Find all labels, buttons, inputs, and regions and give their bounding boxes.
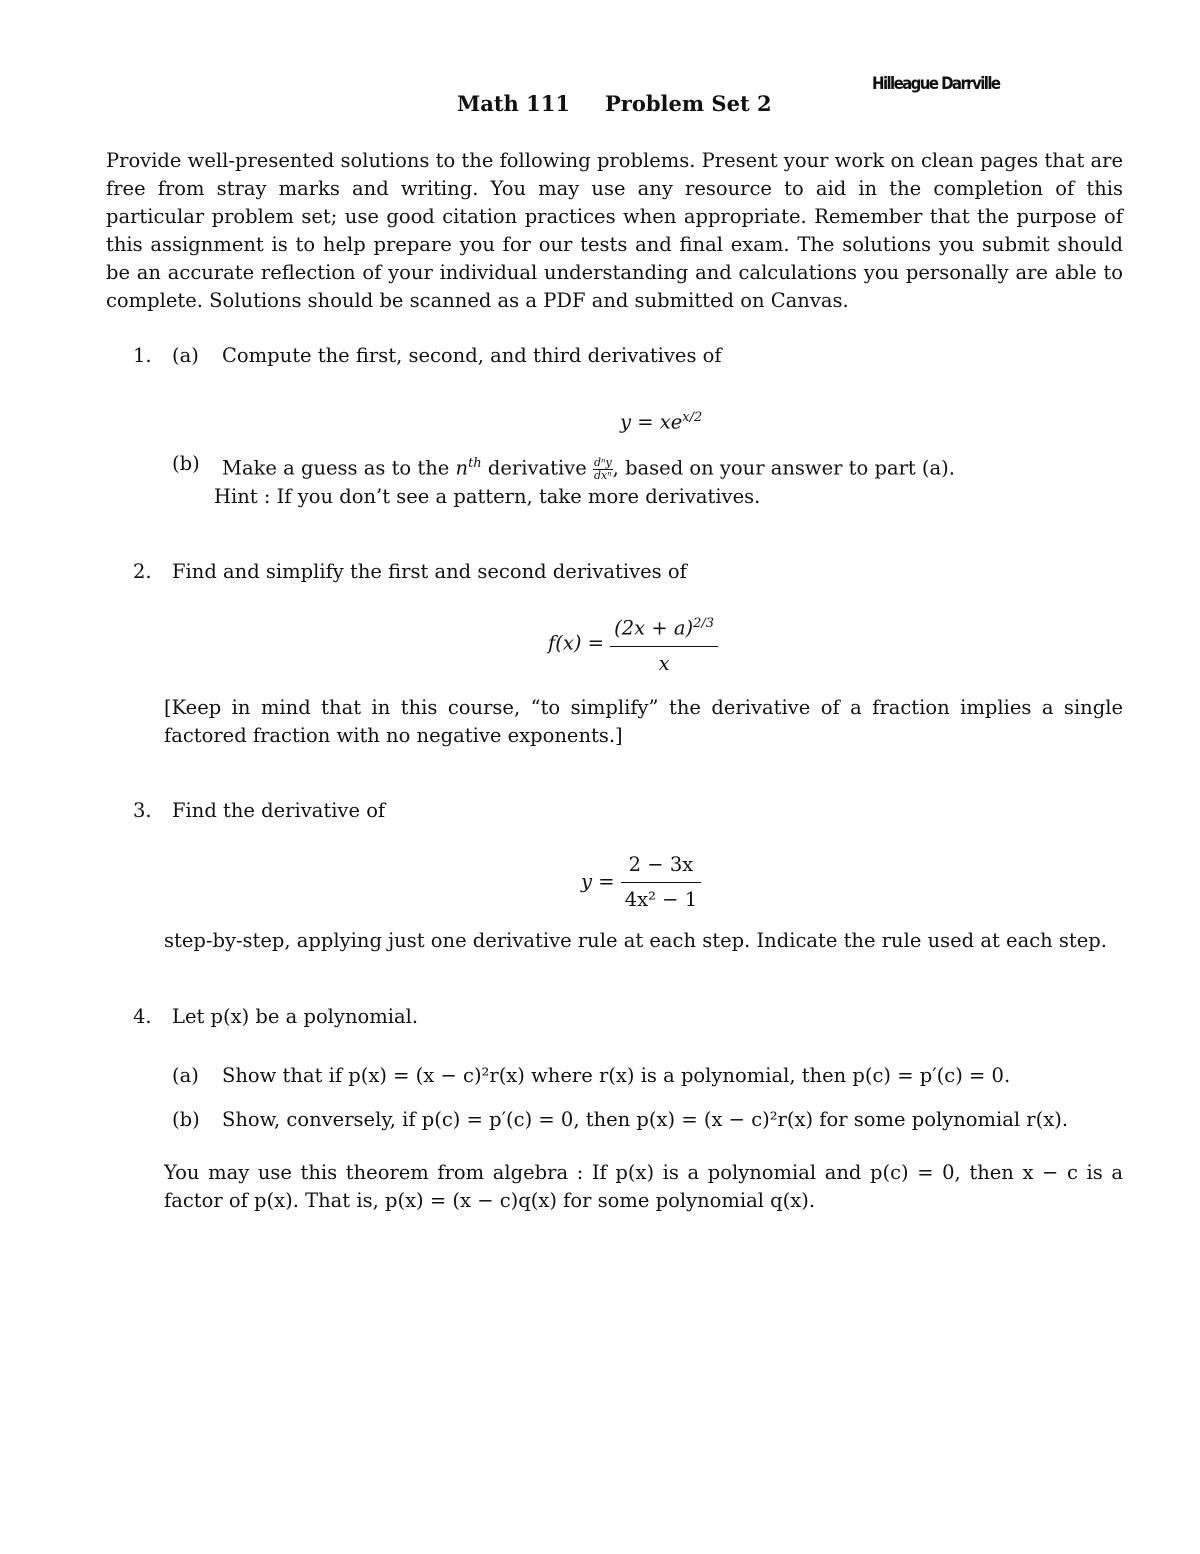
problem-1b-pre: Make a guess as to the: [222, 456, 450, 480]
fraction-numerator: 2 − 3x: [621, 851, 701, 883]
problem-1a-label: (a): [172, 344, 199, 367]
problem-1-equation: [620, 404, 702, 437]
problem-1b-label: (b): [172, 452, 200, 475]
problem-1-number: 1.: [133, 344, 152, 367]
problem-4-number: 4.: [133, 1005, 152, 1028]
problem-2-fraction: [610, 610, 718, 678]
problem-2-text: Find and simplify the first and second derivatives of: [172, 560, 687, 583]
problem-4-text: Let p(x) be a polynomial.: [172, 1005, 419, 1028]
problem-4-theorem: You may use this theorem from algebra : If p(x) is a polynomial and p(c) = 0, then x − c is a factor of p(x). That is, p(x) = (x − c)q(x) for some polynomial q(x).: [164, 1161, 1123, 1212]
problem-1b-post: , based on your answer to part (a).: [612, 456, 955, 480]
problem-2-number: 2.: [133, 560, 152, 583]
problem-set-title: Problem Set 2: [605, 91, 772, 116]
fraction-denominator: 4x² − 1: [624, 888, 698, 911]
problem-1b-th: th: [468, 456, 482, 471]
equation-lhs: f(x) =: [548, 631, 604, 655]
problem-2-note: [Keep in mind that in this course, “to simplify” the derivative of a fraction implies a single factored fraction with no negative exponents.]: [164, 696, 1123, 747]
nth-derivative-fraction: dⁿy dxⁿ: [593, 456, 612, 482]
fraction-denominator: x: [658, 651, 670, 675]
problem-2-equation: [548, 610, 718, 678]
problem-1-hint: Hint : If you don’t see a pattern, take more derivatives.: [214, 485, 761, 508]
problem-4b-text: Show, conversely, if p(c) = p′(c) = 0, then p(x) = (x − c)²r(x) for some polynomial r(x).: [222, 1108, 1069, 1131]
problem-4a-label: (a): [172, 1064, 199, 1087]
equation-lhs: y =: [581, 870, 615, 893]
fraction-numerator-exponent: 2/3: [693, 616, 715, 631]
equation-lhs: y = xe: [620, 410, 683, 434]
course-title: Math 111: [457, 91, 570, 116]
equation-exponent: x/2: [682, 410, 703, 425]
problem-3-text: Find the derivative of: [172, 799, 386, 822]
problem-1b-n: n: [455, 456, 469, 480]
problem-1a-text: Compute the first, second, and third derivatives of: [222, 344, 722, 367]
problem-3-number: 3.: [133, 799, 152, 822]
intro-paragraph: Provide well-presented solutions to the following problems. Present your work on clean pages that are free from stray marks and writing. You may use any resource to aid in the completion of this particular problem set; use good citation practices when appropriate. Remember that the purpose of this assignment is to help prepare you for our tests and final exam. The solutions you submit should be an accurate reflection of your individual understanding and calculations you personally are able to complete. Solutions should be scanned as a PDF and submitted on Canvas.: [106, 149, 1123, 312]
problem-4b-label: (b): [172, 1108, 200, 1131]
problem-1b-text: [222, 450, 955, 483]
problem-1b-mid: derivative: [487, 456, 587, 480]
problem-3-fraction: [621, 851, 701, 914]
name-stamp: Hilleague Darrville: [872, 72, 1000, 94]
problem-4a-text: Show that if p(x) = (x − c)²r(x) where r(x) is a polynomial, then p(c) = p′(c) = 0.: [222, 1064, 1011, 1087]
problem-3-instructions: step-by-step, applying just one derivative rule at each step. Indicate the rule used at each step.: [164, 929, 1107, 952]
fraction-numerator: (2x + a): [614, 616, 694, 640]
problem-3-equation: [581, 851, 701, 914]
